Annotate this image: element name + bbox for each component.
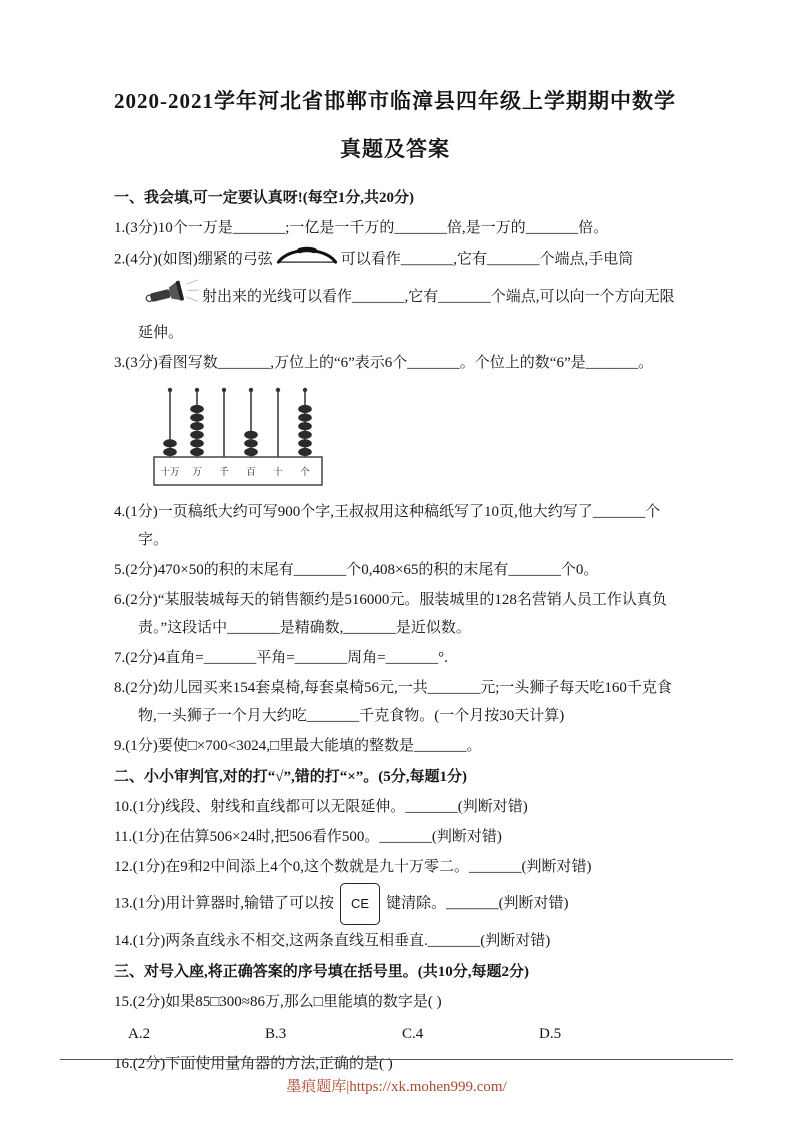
abacus-label-1: 个: [300, 468, 310, 478]
abacus-label-10k: 万: [192, 468, 202, 478]
question-9: 9.(1分)要使□×700<3024,□里最大能填的整数是_______。: [114, 738, 482, 754]
question-15: 15.(2分)如果85□300≈86万,那么□里能填的数字是( ): [114, 994, 442, 1010]
document-title-line1: 2020-2021学年河北省邯郸市临漳县四年级上学期期中数学: [114, 89, 676, 113]
question-3: 3.(3分)看图写数_______,万位上的“6”表示6个_______。个位上的数“6”是_______。: [114, 355, 654, 371]
footer-separator: |: [346, 1079, 350, 1095]
footer: [0, 1075, 793, 1096]
option-c: C.4: [402, 1026, 424, 1042]
question-10: 10.(1分)线段、射线和直线都可以无限延伸。_______(判断对错): [114, 799, 528, 815]
question-16: 16.(2分)下面使用量角器的方法,正确的是( ): [114, 1056, 393, 1072]
abacus-label-1k: 千: [219, 468, 229, 478]
option-a: A.2: [128, 1026, 151, 1042]
abacus-label-100: 百: [246, 468, 256, 478]
question-2: [114, 244, 676, 347]
question-15-options: [114, 1020, 676, 1048]
question-13: [114, 883, 676, 925]
question-7: 7.(2分)4直角=_______平角=_______周角=_______°.: [114, 650, 448, 666]
question-1: 1.(3分)10个一万是_______;一亿是一千万的_______倍,是一万的_______倍。: [114, 220, 609, 236]
question-6: 6.(2分)“某服装城每天的销售额约是516000元。服装城里的128名营销人员工作认真负责。”这段话中_______是精确数,_______是近似数。: [114, 592, 667, 636]
footer-site-name: 墨痕题库: [286, 1079, 347, 1095]
option-d: D.5: [539, 1026, 562, 1042]
question-5: 5.(2分)470×50的积的末尾有_______个0,408×65的积的末尾有_______个0。: [114, 562, 599, 578]
section-3-header: 三、对号入座,将正确答案的序号填在括号里。(共10分,每题2分): [114, 964, 529, 980]
question-body: [114, 184, 676, 1078]
question-2-text-b: 可以看作_______,它有_______个端点,手电筒: [340, 251, 634, 268]
bow-figure: [276, 244, 338, 276]
flashlight-figure: [141, 276, 199, 319]
section-1-header: 一、我会填,可一定要认真呀!(每空1分,共20分): [114, 190, 414, 206]
abacus-figure: [152, 385, 676, 492]
document-content: [114, 84, 676, 1078]
question-11: 11.(1分)在估算506×24时,把506看作500。_______(判断对错): [114, 829, 502, 845]
question-13-text-a: 13.(1分)用计算器时,输错了可以按: [114, 895, 334, 912]
section-2-header: 二、小小审判官,对的打“√”,错的打“×”。(5分,每题1分): [114, 769, 468, 785]
question-8: 8.(2分)幼儿园买来154套桌椅,每套桌椅56元,一共_______元;一头狮子每天吃160千克食物,一头狮子一个月大约吃_______千克食物。(一个月按30天计算): [114, 680, 672, 724]
question-12: 12.(1分)在9和2中间添上4个0,这个数就是九十万零二。_______(判断对错): [114, 859, 592, 875]
abacus-label-100k: 十万: [160, 468, 180, 478]
question-14: 14.(1分)两条直线永不相交,这两条直线互相垂直._______(判断对错): [114, 933, 551, 949]
footer-divider-line: [60, 1059, 733, 1060]
question-4: 4.(1分)一页稿纸大约可写900个字,王叔叔用这种稿纸写了10页,他大约写了_______个字。: [114, 504, 661, 548]
document-title-line2: 真题及答案: [340, 137, 450, 161]
question-13-text-b: 键清除。_______(判断对错): [386, 895, 569, 912]
question-2-text-a: 2.(4分)(如图)绷紧的弓弦: [114, 251, 273, 268]
abacus-label-10: 十: [273, 468, 283, 478]
abacus-beads: [163, 405, 312, 456]
footer-url-link[interactable]: https://xk.mohen999.com/: [349, 1079, 507, 1095]
question-2-text-c: 射出来的光线可以看作_______,它有_______个端点,可以向一个方向无限延伸。: [138, 288, 675, 341]
option-b: B.3: [265, 1026, 287, 1042]
ce-key: CE: [340, 883, 380, 925]
